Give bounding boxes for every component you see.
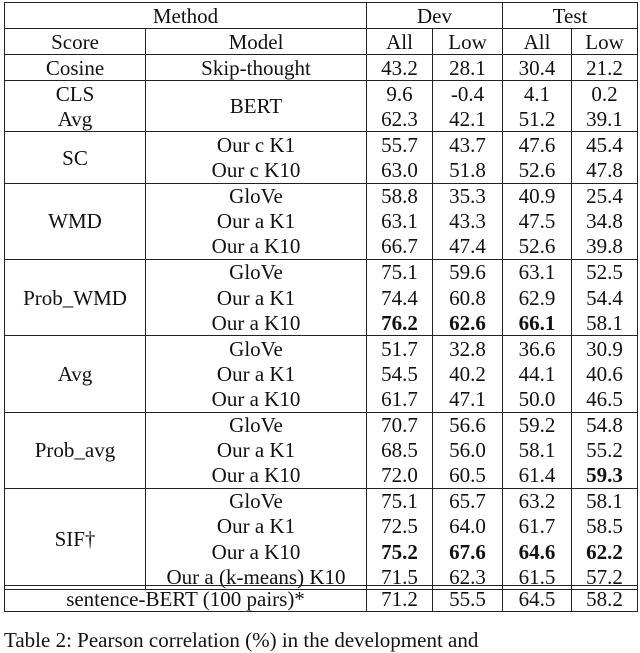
model-cell: GloVe: [146, 259, 367, 285]
model-cell: Skip-thought: [146, 55, 367, 81]
value-cell: 63.1: [503, 259, 572, 285]
value-cell: [433, 539, 503, 564]
table-row: [5, 183, 638, 209]
value-cell: 56.6: [433, 412, 503, 438]
value-cell: 0.2: [572, 81, 638, 107]
value-cell: 65.7: [433, 488, 503, 514]
model-cell: Our a K1: [146, 285, 367, 310]
value-cell: 72.0: [367, 463, 433, 489]
value-cell: 9.6: [367, 81, 433, 107]
value-cell: 57.2: [572, 564, 638, 590]
model-cell: GloVe: [146, 488, 367, 514]
value-cell: 58.5: [572, 514, 638, 539]
value-cell: 4.1: [503, 81, 572, 107]
value-cell: 47.4: [433, 234, 503, 260]
value-cell: [367, 310, 433, 336]
value-cell: [572, 539, 638, 564]
table-caption: Table 2: Pearson correlation (%) in the development and: [4, 628, 479, 652]
value-cell: -0.4: [433, 81, 503, 107]
model-cell: Our a (k-means) K10: [146, 564, 367, 590]
value-cell: 35.3: [433, 183, 503, 209]
value-cell: 58.2: [572, 586, 638, 612]
value-cell: 60.5: [433, 463, 503, 489]
bold-value: 62.2: [586, 539, 623, 564]
value-cell: 63.2: [503, 488, 572, 514]
model-cell: Our a K10: [146, 463, 367, 489]
table-row: [5, 412, 638, 438]
value-cell: 40.6: [572, 361, 638, 386]
value-cell: 47.5: [503, 209, 572, 234]
model-cell: Our a K10: [146, 234, 367, 260]
table-row: [5, 81, 638, 107]
value-cell: 40.9: [503, 183, 572, 209]
header-model: Model: [146, 29, 367, 55]
score-cell: SC: [5, 132, 146, 183]
score-cell: WMD: [5, 183, 146, 259]
value-cell: 55.7: [367, 132, 433, 158]
value-cell: 51.7: [367, 336, 433, 362]
value-cell: 68.5: [367, 438, 433, 463]
value-cell: 56.0: [433, 438, 503, 463]
value-cell: 75.1: [367, 259, 433, 285]
score-cell: CLS: [5, 81, 146, 107]
value-cell: 55.5: [433, 586, 503, 612]
value-cell: 62.9: [503, 285, 572, 310]
model-cell: Our a K10: [146, 310, 367, 336]
header-dev-low: Low: [433, 29, 503, 55]
value-cell: [433, 310, 503, 336]
sentence-bert-table: [4, 585, 638, 612]
value-cell: 71.2: [367, 586, 433, 612]
score-cell: Prob_avg: [5, 412, 146, 488]
value-cell: 44.1: [503, 361, 572, 386]
table-row: [5, 55, 638, 81]
value-cell: [503, 310, 572, 336]
value-cell: 47.8: [572, 158, 638, 184]
header-test-low: Low: [572, 29, 638, 55]
model-cell: Our a K1: [146, 438, 367, 463]
value-cell: 54.8: [572, 412, 638, 438]
score-cell: Avg: [5, 106, 146, 132]
header-test: Test: [503, 3, 638, 29]
bold-value: 75.2: [381, 539, 418, 564]
table-row: [5, 259, 638, 285]
bold-value: 66.1: [518, 310, 556, 335]
value-cell: 61.4: [503, 463, 572, 489]
table-row: [5, 132, 638, 158]
header-test-all: All: [503, 29, 572, 55]
value-cell: 62.3: [433, 564, 503, 590]
header-dev: Dev: [367, 3, 503, 29]
value-cell: 42.1: [433, 106, 503, 132]
table-row: [5, 336, 638, 362]
model-cell: GloVe: [146, 336, 367, 362]
model-cell: Our a K10: [146, 539, 367, 564]
value-cell: 59.6: [433, 259, 503, 285]
header-dev-all: All: [367, 29, 433, 55]
value-cell: 58.8: [367, 183, 433, 209]
value-cell: 54.5: [367, 361, 433, 386]
value-cell: 61.7: [367, 386, 433, 412]
value-cell: 75.1: [367, 488, 433, 514]
model-cell: Our a K1: [146, 209, 367, 234]
value-cell: 39.1: [572, 106, 638, 132]
bold-value: 76.2: [381, 310, 418, 335]
value-cell: 40.2: [433, 361, 503, 386]
model-cell: Our c K1: [146, 132, 367, 158]
table-row: [5, 586, 638, 612]
value-cell: 72.5: [367, 514, 433, 539]
value-cell: 51.8: [433, 158, 503, 184]
value-cell: 70.7: [367, 412, 433, 438]
score-cell: SIF†: [5, 488, 146, 589]
bold-value: 62.6: [449, 310, 486, 335]
value-cell: 64.0: [433, 514, 503, 539]
extra-label: sentence-BERT (100 pairs)*: [5, 586, 367, 612]
value-cell: 71.5: [367, 564, 433, 590]
value-cell: 58.1: [503, 438, 572, 463]
value-cell: [572, 463, 638, 489]
value-cell: 59.2: [503, 412, 572, 438]
value-cell: 50.0: [503, 386, 572, 412]
value-cell: 36.6: [503, 336, 572, 362]
value-cell: 74.4: [367, 285, 433, 310]
value-cell: 58.1: [572, 488, 638, 514]
value-cell: 45.4: [572, 132, 638, 158]
value-cell: 52.5: [572, 259, 638, 285]
model-cell: Our a K10: [146, 386, 367, 412]
value-cell: [503, 539, 572, 564]
header-method: Method: [5, 3, 367, 29]
value-cell: 30.9: [572, 336, 638, 362]
value-cell: 62.3: [367, 106, 433, 132]
value-cell: 46.5: [572, 386, 638, 412]
value-cell: 21.2: [572, 55, 638, 81]
value-cell: 55.2: [572, 438, 638, 463]
score-cell: Avg: [5, 336, 146, 412]
value-cell: 30.4: [503, 55, 572, 81]
value-cell: [367, 539, 433, 564]
value-cell: 52.6: [503, 158, 572, 184]
value-cell: 64.5: [503, 586, 572, 612]
header-score: Score: [5, 29, 146, 55]
value-cell: 47.1: [433, 386, 503, 412]
model-cell: GloVe: [146, 183, 367, 209]
value-cell: 58.1: [572, 310, 638, 336]
value-cell: 43.7: [433, 132, 503, 158]
results-table: [4, 2, 638, 590]
score-cell: Cosine: [5, 55, 146, 81]
model-cell: BERT: [146, 81, 367, 132]
value-cell: 52.6: [503, 234, 572, 260]
model-cell: Our a K1: [146, 514, 367, 539]
bold-value: 59.3: [586, 463, 623, 488]
value-cell: 32.8: [433, 336, 503, 362]
bold-value: 67.6: [449, 539, 486, 564]
value-cell: 63.0: [367, 158, 433, 184]
score-cell: Prob_WMD: [5, 259, 146, 335]
value-cell: 39.8: [572, 234, 638, 260]
value-cell: 43.3: [433, 209, 503, 234]
value-cell: 25.4: [572, 183, 638, 209]
value-cell: 66.7: [367, 234, 433, 260]
value-cell: 60.8: [433, 285, 503, 310]
table-row: [5, 488, 638, 514]
value-cell: 34.8: [572, 209, 638, 234]
model-cell: Our a K1: [146, 361, 367, 386]
value-cell: 51.2: [503, 106, 572, 132]
value-cell: 54.4: [572, 285, 638, 310]
value-cell: 63.1: [367, 209, 433, 234]
value-cell: 61.7: [503, 514, 572, 539]
model-cell: Our c K10: [146, 158, 367, 184]
value-cell: 28.1: [433, 55, 503, 81]
value-cell: 61.5: [503, 564, 572, 590]
value-cell: 43.2: [367, 55, 433, 81]
model-cell: GloVe: [146, 412, 367, 438]
value-cell: 47.6: [503, 132, 572, 158]
bold-value: 64.6: [518, 539, 556, 564]
